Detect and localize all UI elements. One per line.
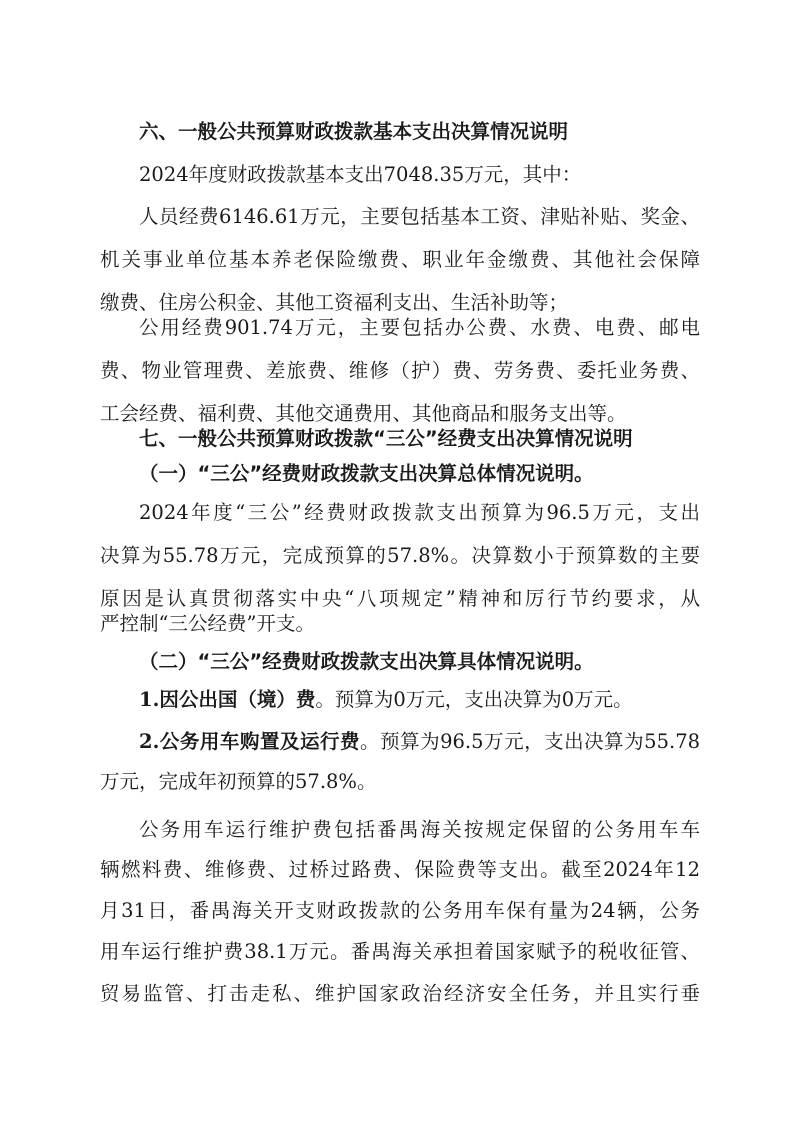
paragraph-overall-line-2: 决算为55.78万元，完成预算的57.8%。决算数小于预算数的主要 bbox=[100, 544, 700, 567]
paragraph-public-line-3: 工会经费、福利费、其他交通费用、其他商品和服务支出等。 bbox=[100, 402, 627, 425]
paragraph-vehicle-line-5: 贸易监管、打击走私、维护国家政治经济安全任务，并且实行垂 bbox=[100, 982, 700, 1005]
heading-section-7: 七、一般公共预算财政拨款“三公”经费支出决算情况说明 bbox=[139, 427, 633, 450]
subheading-details: （二）“三公”经费财政拨款支出决算具体情况说明。 bbox=[139, 650, 594, 673]
paragraph-overall-line-4: 严控制“三公经费”开支。 bbox=[100, 612, 315, 635]
paragraph-personnel-line-1: 人员经费6146.61万元，主要包括基本工资、津贴补贴、奖金、 bbox=[139, 205, 700, 228]
paragraph-public-line-1: 公用经费901.74万元，主要包括办公费、水费、电费、邮电 bbox=[139, 316, 700, 339]
paragraph-vehicle-line-3: 月31日，番禺海关开支财政拨款的公务用车保有量为24辆，公务 bbox=[100, 899, 700, 922]
paragraph-personnel-line-2: 机关事业单位基本养老保险缴费、职业年金缴费、其他社会保障 bbox=[100, 248, 700, 271]
subheading-overall: （一）“三公”经费财政拨款支出决算总体情况说明。 bbox=[139, 462, 594, 485]
item-vehicle-text: 。预算为96.5万元，支出决算为55.78 bbox=[360, 730, 700, 753]
paragraph-personnel-line-3: 缴费、住房公积金、其他工资福利支出、生活补助等； bbox=[100, 291, 569, 314]
paragraph-vehicle-line-2: 辆燃料费、维修费、过桥过路费、保险费等支出。截至2024年12 bbox=[100, 858, 700, 881]
item-vehicle-label: 2.公务用车购置及运行费 bbox=[139, 730, 361, 753]
paragraph-total-basic-expenditure: 2024年度财政拨款基本支出7048.35万元，其中： bbox=[139, 163, 582, 186]
paragraph-overall-line-1: 2024年度“三公”经费财政拨款支出预算为96.5万元，支出 bbox=[139, 501, 700, 524]
paragraph-public-line-2: 费、物业管理费、差旅费、维修（护）费、劳务费、委托业务费、 bbox=[100, 359, 700, 382]
item-outbound-travel bbox=[139, 680, 700, 720]
paragraph-overall-line-3: 原因是认真贯彻落实中央“八项规定”精神和厉行节约要求，从 bbox=[100, 587, 700, 610]
paragraph-vehicle-line-1: 公务用车运行维护费包括番禺海关按规定保留的公务用车车 bbox=[139, 818, 700, 841]
item-outbound-travel-label: 1.因公出国（境）费 bbox=[139, 688, 316, 711]
paragraph-vehicle-line-4: 用车运行维护费38.1万元。番禺海关承担着国家赋予的税收征管、 bbox=[100, 940, 700, 963]
item-outbound-travel-text: 。预算为0万元，支出决算为0万元。 bbox=[315, 688, 633, 711]
item-vehicle-line-1 bbox=[139, 722, 700, 762]
heading-section-6: 六、一般公共预算财政拨款基本支出决算情况说明 bbox=[139, 120, 569, 143]
item-vehicle-line-2: 万元，完成年初预算的57.8%。 bbox=[100, 770, 377, 793]
